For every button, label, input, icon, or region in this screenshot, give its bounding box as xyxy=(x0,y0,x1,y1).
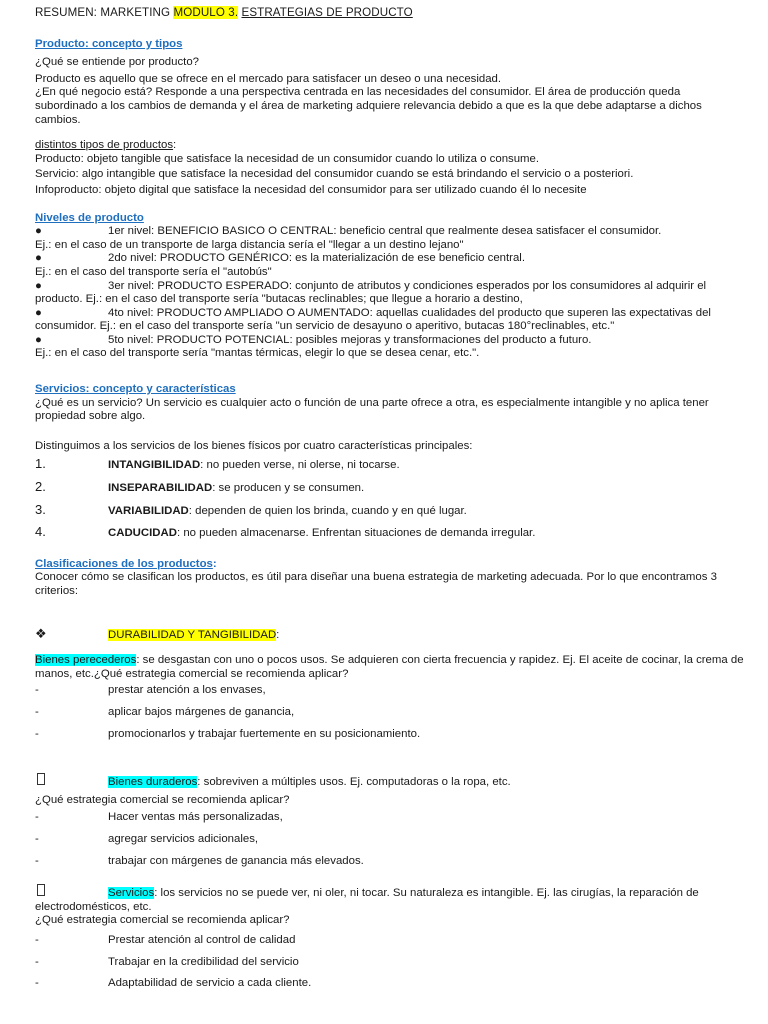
bullet-icon: ● xyxy=(35,225,42,238)
estrategia-question: ¿Qué estrategia comercial se recomienda aplicar? xyxy=(35,793,290,806)
producto-line: ¿Qué se entiende por producto? xyxy=(35,56,200,69)
header-prefix: RESUMEN: MARKETING xyxy=(35,6,171,19)
caracteristica-item: 3. VARIABILIDAD: dependen de quien los brinda, cuando y en qué lugar. xyxy=(35,501,467,517)
bullet-icon: ● xyxy=(35,306,42,319)
bullet-icon: ● xyxy=(35,279,42,292)
estrategia-item: - promocionarlos y trabajar fuertemente en su posicionamiento. xyxy=(35,727,421,740)
caracteristica-item: 4. CADUCIDAD: no pueden almacenarse. Enfrentan situaciones de demanda irregular. xyxy=(35,524,536,540)
section-heading-clasificaciones: Clasificaciones de los productos: xyxy=(35,557,217,570)
caracteristica-item: 2. INSEPARABILIDAD: se producen y se consumen. xyxy=(35,479,365,495)
checkbox-glyph-icon xyxy=(35,773,108,790)
tipo-item: Producto: objeto tangible que satisface la necesidad de un consumidor cuando lo utiliza o consume. xyxy=(35,152,540,165)
estrategia-question: ¿Qué estrategia comercial se recomienda aplicar? xyxy=(35,914,290,927)
caracteristica-item: 1. INTANGIBILIDAD: no pueden verse, ni olerse, ni tocarse. xyxy=(35,456,400,472)
header-title: ESTRATEGIAS DE PRODUCTO xyxy=(241,6,413,19)
document-header xyxy=(35,6,746,20)
estrategia-item: - Adaptabilidad de servicio a cada cliente. xyxy=(35,977,312,990)
nivel-item: ● 2do nivel: PRODUCTO GENÉRICO: es la materialización de ese beneficio central. xyxy=(35,252,525,265)
section-heading-niveles: Niveles de producto xyxy=(35,211,144,224)
section-heading-producto: Producto: concepto y tipos xyxy=(35,37,183,50)
bullet-icon: ● xyxy=(35,252,42,265)
tipo-item: Servicio: algo intangible que satisface la necesidad del consumidor cuando se está brindando el servicio o a posteriori. xyxy=(35,168,634,181)
servicios-intro: ¿Qué es un servicio? Un servicio es cualquier acto o función de una parte ofrece a otra, es especialmente intangible y no aplica tener propiedad sobre algo. xyxy=(35,396,709,423)
tipos-heading: distintos tipos de productos: xyxy=(35,139,177,152)
estrategia-item: - Trabajar en la credibilidad del servicio xyxy=(35,955,299,968)
diamond-bullet-icon: ❖ xyxy=(35,625,47,641)
nivel-example: Ej.: en el caso del transporte sería "mantas térmicas, elegir lo que se desea cenar, etc.". xyxy=(35,347,480,360)
nivel-item: ● 1er nivel: BENEFICIO BASICO O CENTRAL: beneficio central que realmente desea satisfacer el consumidor. xyxy=(35,225,662,238)
estrategia-item: - trabajar con márgenes de ganancia más elevados. xyxy=(35,854,364,867)
nivel-item: ● 3er nivel: PRODUCTO ESPERADO: conjunto de atributos y condiciones esperados por los consumidores al adquirir el producto. Ej.: en el caso del transporte sería "butacas reclinables; que llegue a horario a destino, xyxy=(35,279,707,306)
perecederos-desc: Bienes perecederos: se desgastan con uno o pocos usos. Se adquieren con cierta frecuencia y rapidez. Ej. El aceite de cocinar, la crema de manos, etc.¿Qué estrategia comercial se recomienda aplicar? xyxy=(35,654,744,680)
header-module: MODULO 3. xyxy=(173,6,239,19)
estrategia-item: - prestar atención a los envases, xyxy=(35,684,266,697)
estrategia-item: - Hacer ventas más personalizadas, xyxy=(35,811,283,824)
nivel-item: ● 5to nivel: PRODUCTO POTENCIAL: posibles mejoras y transformaciones del producto a futuro. xyxy=(35,333,592,346)
servicios-lead: Distinguimos a los servicios de los bienes físicos por cuatro características principales: xyxy=(35,439,473,452)
estrategia-item: - aplicar bajos márgenes de ganancia, xyxy=(35,705,295,718)
nivel-example: Ej.: en el caso de un transporte de larga distancia sería el "llegar a un destino lejano" xyxy=(35,238,464,251)
clasificaciones-intro: Conocer cómo se clasifican los productos, es útil para diseñar una buena estrategia de marketing adecuada. Por lo que encontramos 3 criterios: xyxy=(35,571,717,597)
producto-line: Producto es aquello que se ofrece en el mercado para satisfacer un deseo o una necesidad. xyxy=(35,72,502,85)
section-heading-servicios: Servicios: concepto y características xyxy=(35,383,236,396)
estrategia-item: - Prestar atención al control de calidad xyxy=(35,933,296,946)
estrategia-item: - agregar servicios adicionales, xyxy=(35,832,259,845)
nivel-example: Ej.: en el caso del transporte sería el "autobús" xyxy=(35,265,272,278)
bullet-icon: ● xyxy=(35,333,42,346)
checkbox-glyph-icon xyxy=(35,884,108,901)
nivel-item: ● 4to nivel: PRODUCTO AMPLIADO O AUMENTADO: aquellas cualidades del producto que superen las expectativas del consumidor. Ej.: en el caso del transporte sería "un servicio de desayuno o aperitivo, butacas 180°reclinables, etc." xyxy=(35,306,711,333)
criterio-item: ❖ DURABILIDAD Y TANGIBILIDAD: xyxy=(35,625,280,641)
duraderos-desc: Bienes duraderos: sobreviven a múltiples usos. Ej. computadoras o la ropa, etc. xyxy=(35,773,746,790)
servicios-desc: Servicios: los servicios no se puede ver, ni oler, ni tocar. Su naturaleza es intangible. Ej. las cirugías, la reparación de electrodomésticos, etc. xyxy=(35,884,746,914)
tipo-item: Infoproducto: objeto digital que satisface la necesidad del consumidor para ser utilizado cuando él lo necesite xyxy=(35,183,587,196)
producto-line: ¿En qué negocio está? Responde a una perspectiva centrada en las necesidades del consumidor. El área de producción queda subordinado a los cambios de demanda y el área de marketing adquiere relevancia debido a que es la que debe adaptarse a dichos cambios. xyxy=(35,86,702,126)
